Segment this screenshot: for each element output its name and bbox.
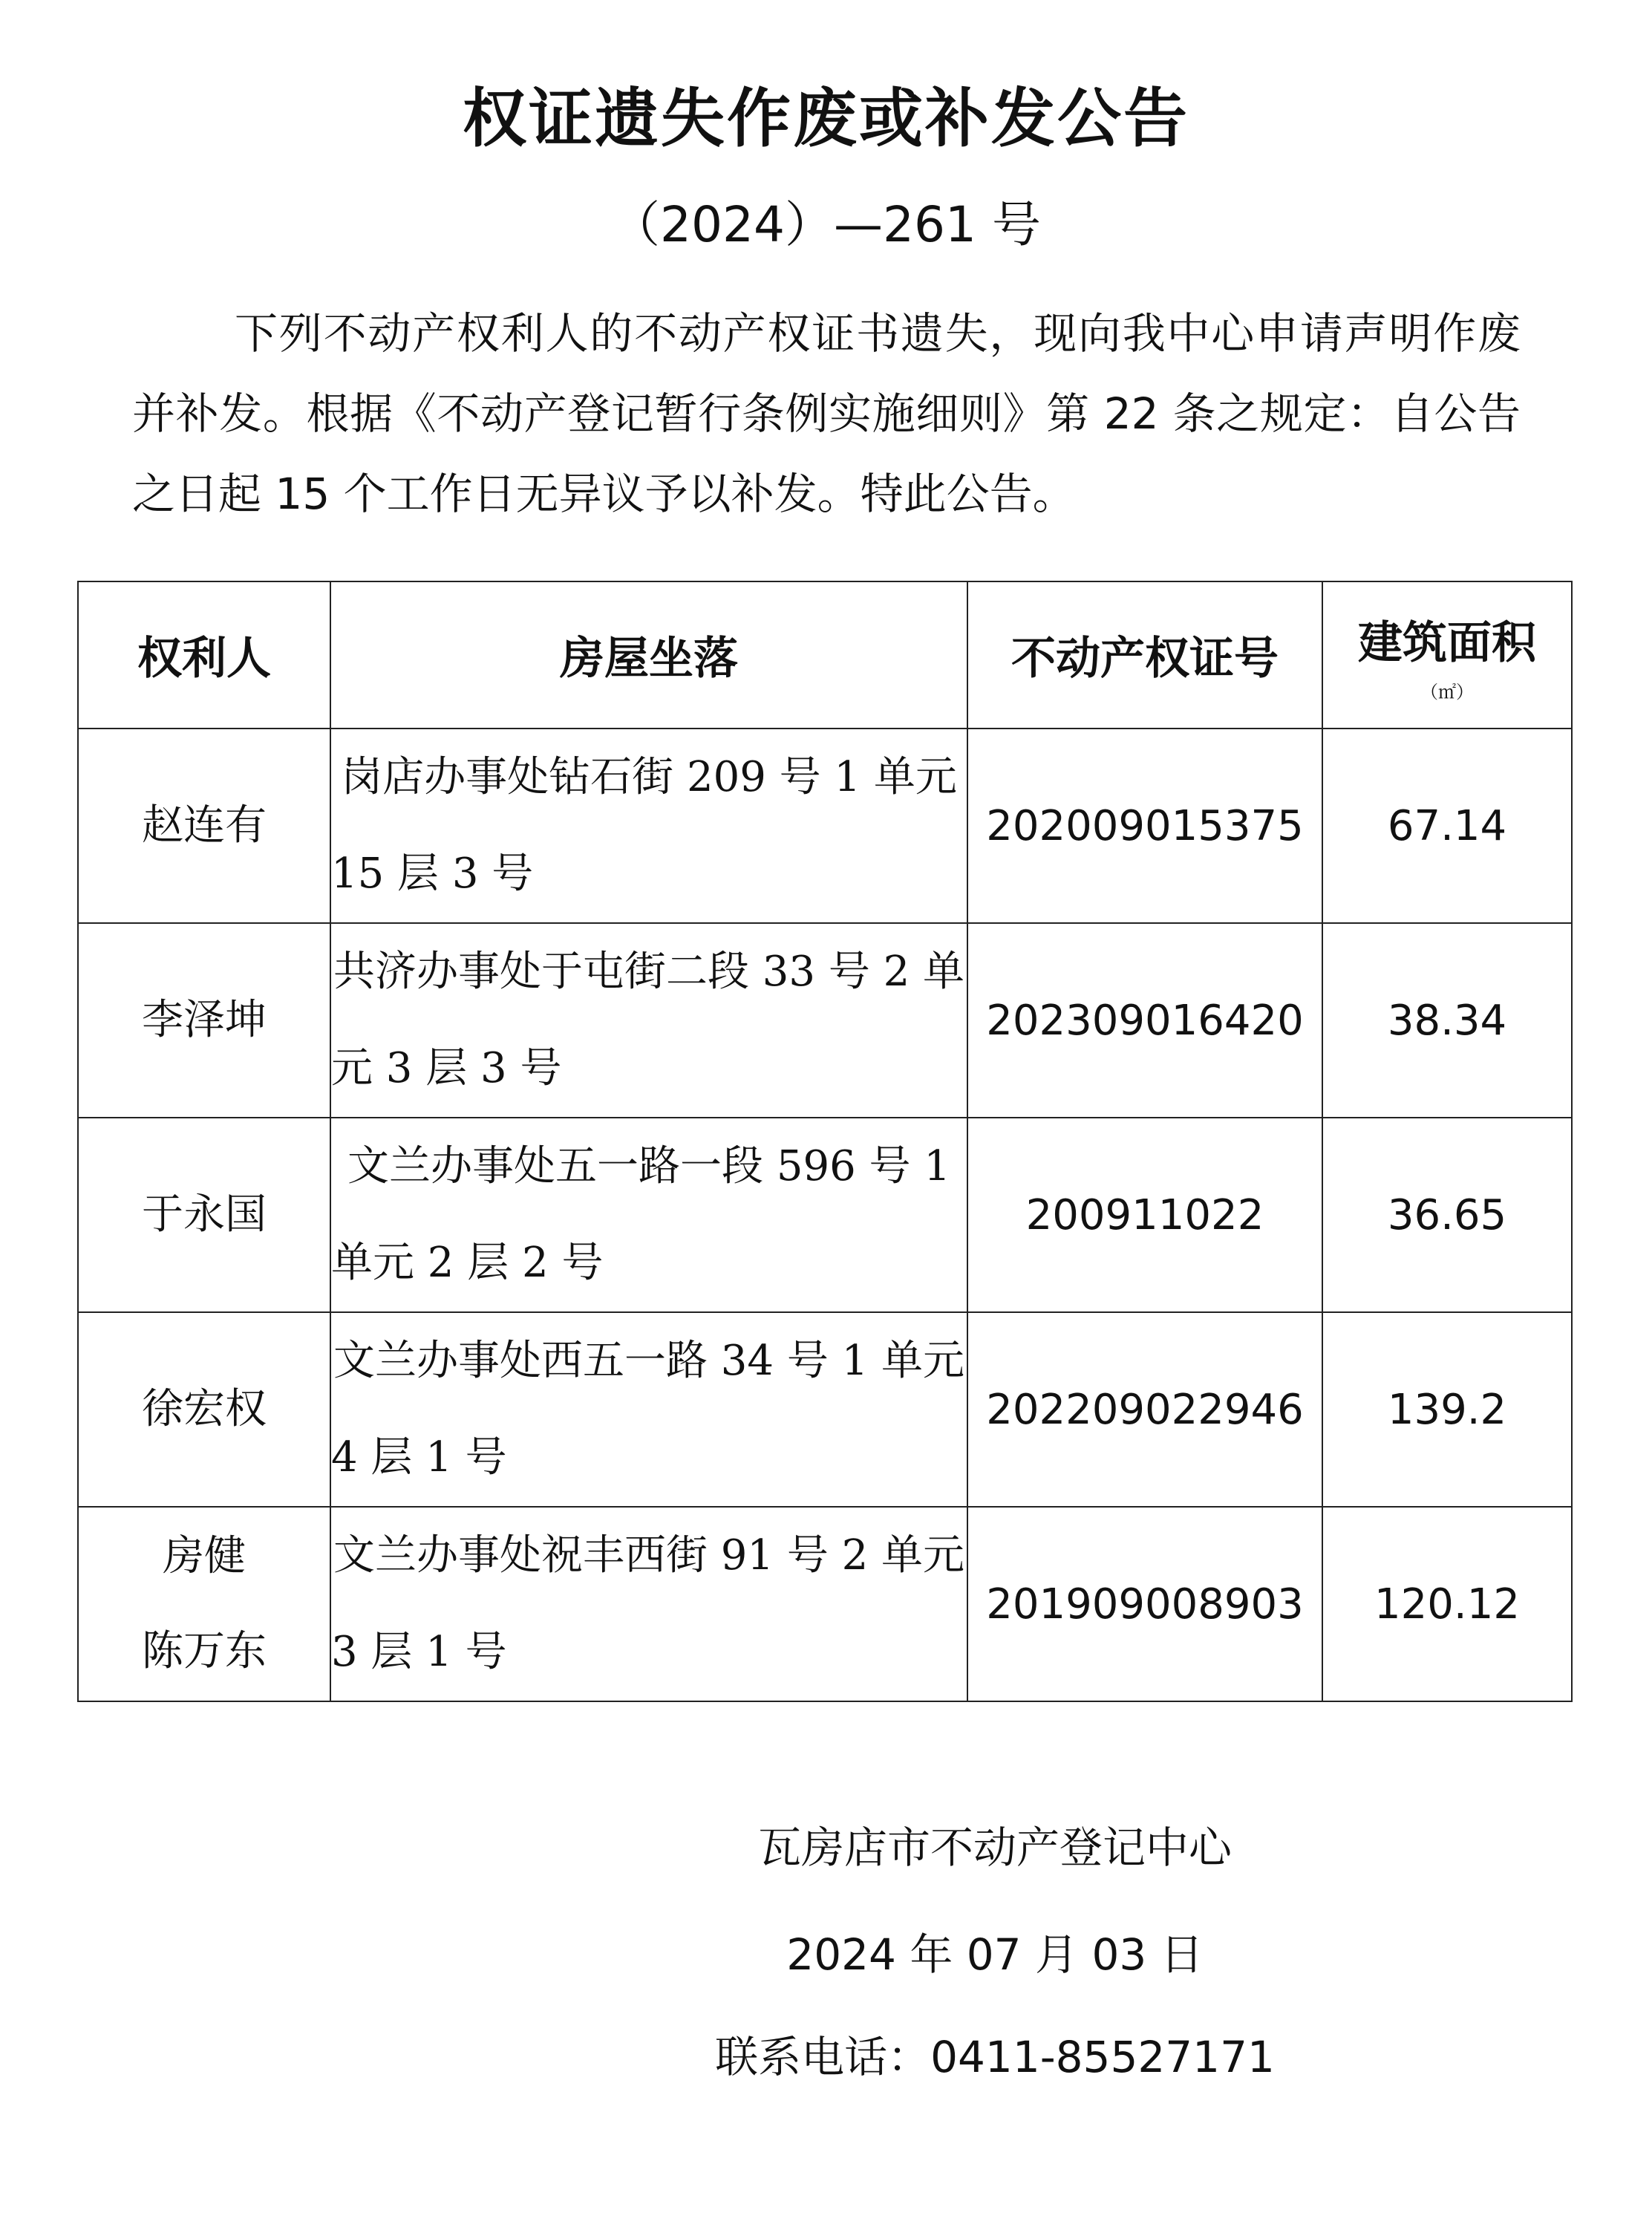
address-cell: 岗店办事处钻石街 209 号 1 单元 15 层 3 号: [330, 729, 967, 923]
owner-cell: 李泽坤: [78, 923, 330, 1118]
owner-cell: 赵连有: [78, 729, 330, 923]
header-area: [1322, 581, 1572, 729]
cert-no-cell: 202309016420: [967, 923, 1322, 1118]
address-cell: 文兰办事处五一路一段 596 号 1 单元 2 层 2 号: [330, 1118, 967, 1312]
issue-date: 2024 年 07 月 03 日: [786, 1929, 1204, 1980]
address-cell: 文兰办事处祝丰西街 91 号 2 单元 3 层 1 号: [330, 1507, 967, 1701]
header-owner: 权利人: [78, 581, 330, 729]
address-cell: 共济办事处于屯街二段 33 号 2 单元 3 层 3 号: [330, 923, 967, 1118]
header-cert-no: 不动产权证号: [967, 581, 1322, 729]
area-cell: 67.14: [1322, 729, 1572, 923]
owner-name-2: 陈万东: [142, 1627, 267, 1675]
area-cell: 38.34: [1322, 923, 1572, 1118]
header-area-label: 建筑面积: [1358, 616, 1536, 669]
area-cell: 120.12: [1322, 1507, 1572, 1701]
contact-phone: 联系电话：0411-85527171: [715, 2032, 1275, 2082]
intro-paragraph: 下列不动产权利人的不动产权证书遗失，现向我中心申请声明作废并补发。根据《不动产登记暂行条例实施细则》第 22 条之规定：自公告之日起 15 个工作日无异议予以补发。特此公告。: [132, 308, 1521, 519]
cert-no-cell: 201909008903: [967, 1507, 1322, 1701]
header-address: 房屋坐落: [330, 581, 967, 729]
header-area-unit: （㎡）: [1420, 681, 1474, 703]
table-row: [78, 1507, 1572, 1701]
table-row: [78, 729, 1572, 923]
issuing-organization: 瓦房店市不动产登记中心: [757, 1822, 1232, 1873]
table-row: [78, 1118, 1572, 1312]
lost-certificate-table: [77, 581, 1573, 1702]
cert-no-cell: 200911022: [967, 1118, 1322, 1312]
address-cell: 文兰办事处西五一路 34 号 1 单元 4 层 1 号: [330, 1312, 967, 1507]
table-row: [78, 1312, 1572, 1507]
document-number: （2024）—261 号: [611, 196, 1041, 253]
owner-name-1: 房健: [163, 1532, 246, 1580]
area-cell: 36.65: [1322, 1118, 1572, 1312]
owner-cell: 徐宏权: [78, 1312, 330, 1507]
table-row: [78, 923, 1572, 1118]
table-header-row: [78, 581, 1572, 729]
cert-no-cell: 202209022946: [967, 1312, 1322, 1507]
owner-cell: [78, 1507, 330, 1701]
area-cell: 139.2: [1322, 1312, 1572, 1507]
cert-no-cell: 202009015375: [967, 729, 1322, 923]
notice-title: 权证遗失作废或补发公告: [463, 82, 1189, 156]
owner-cell: 于永国: [78, 1118, 330, 1312]
